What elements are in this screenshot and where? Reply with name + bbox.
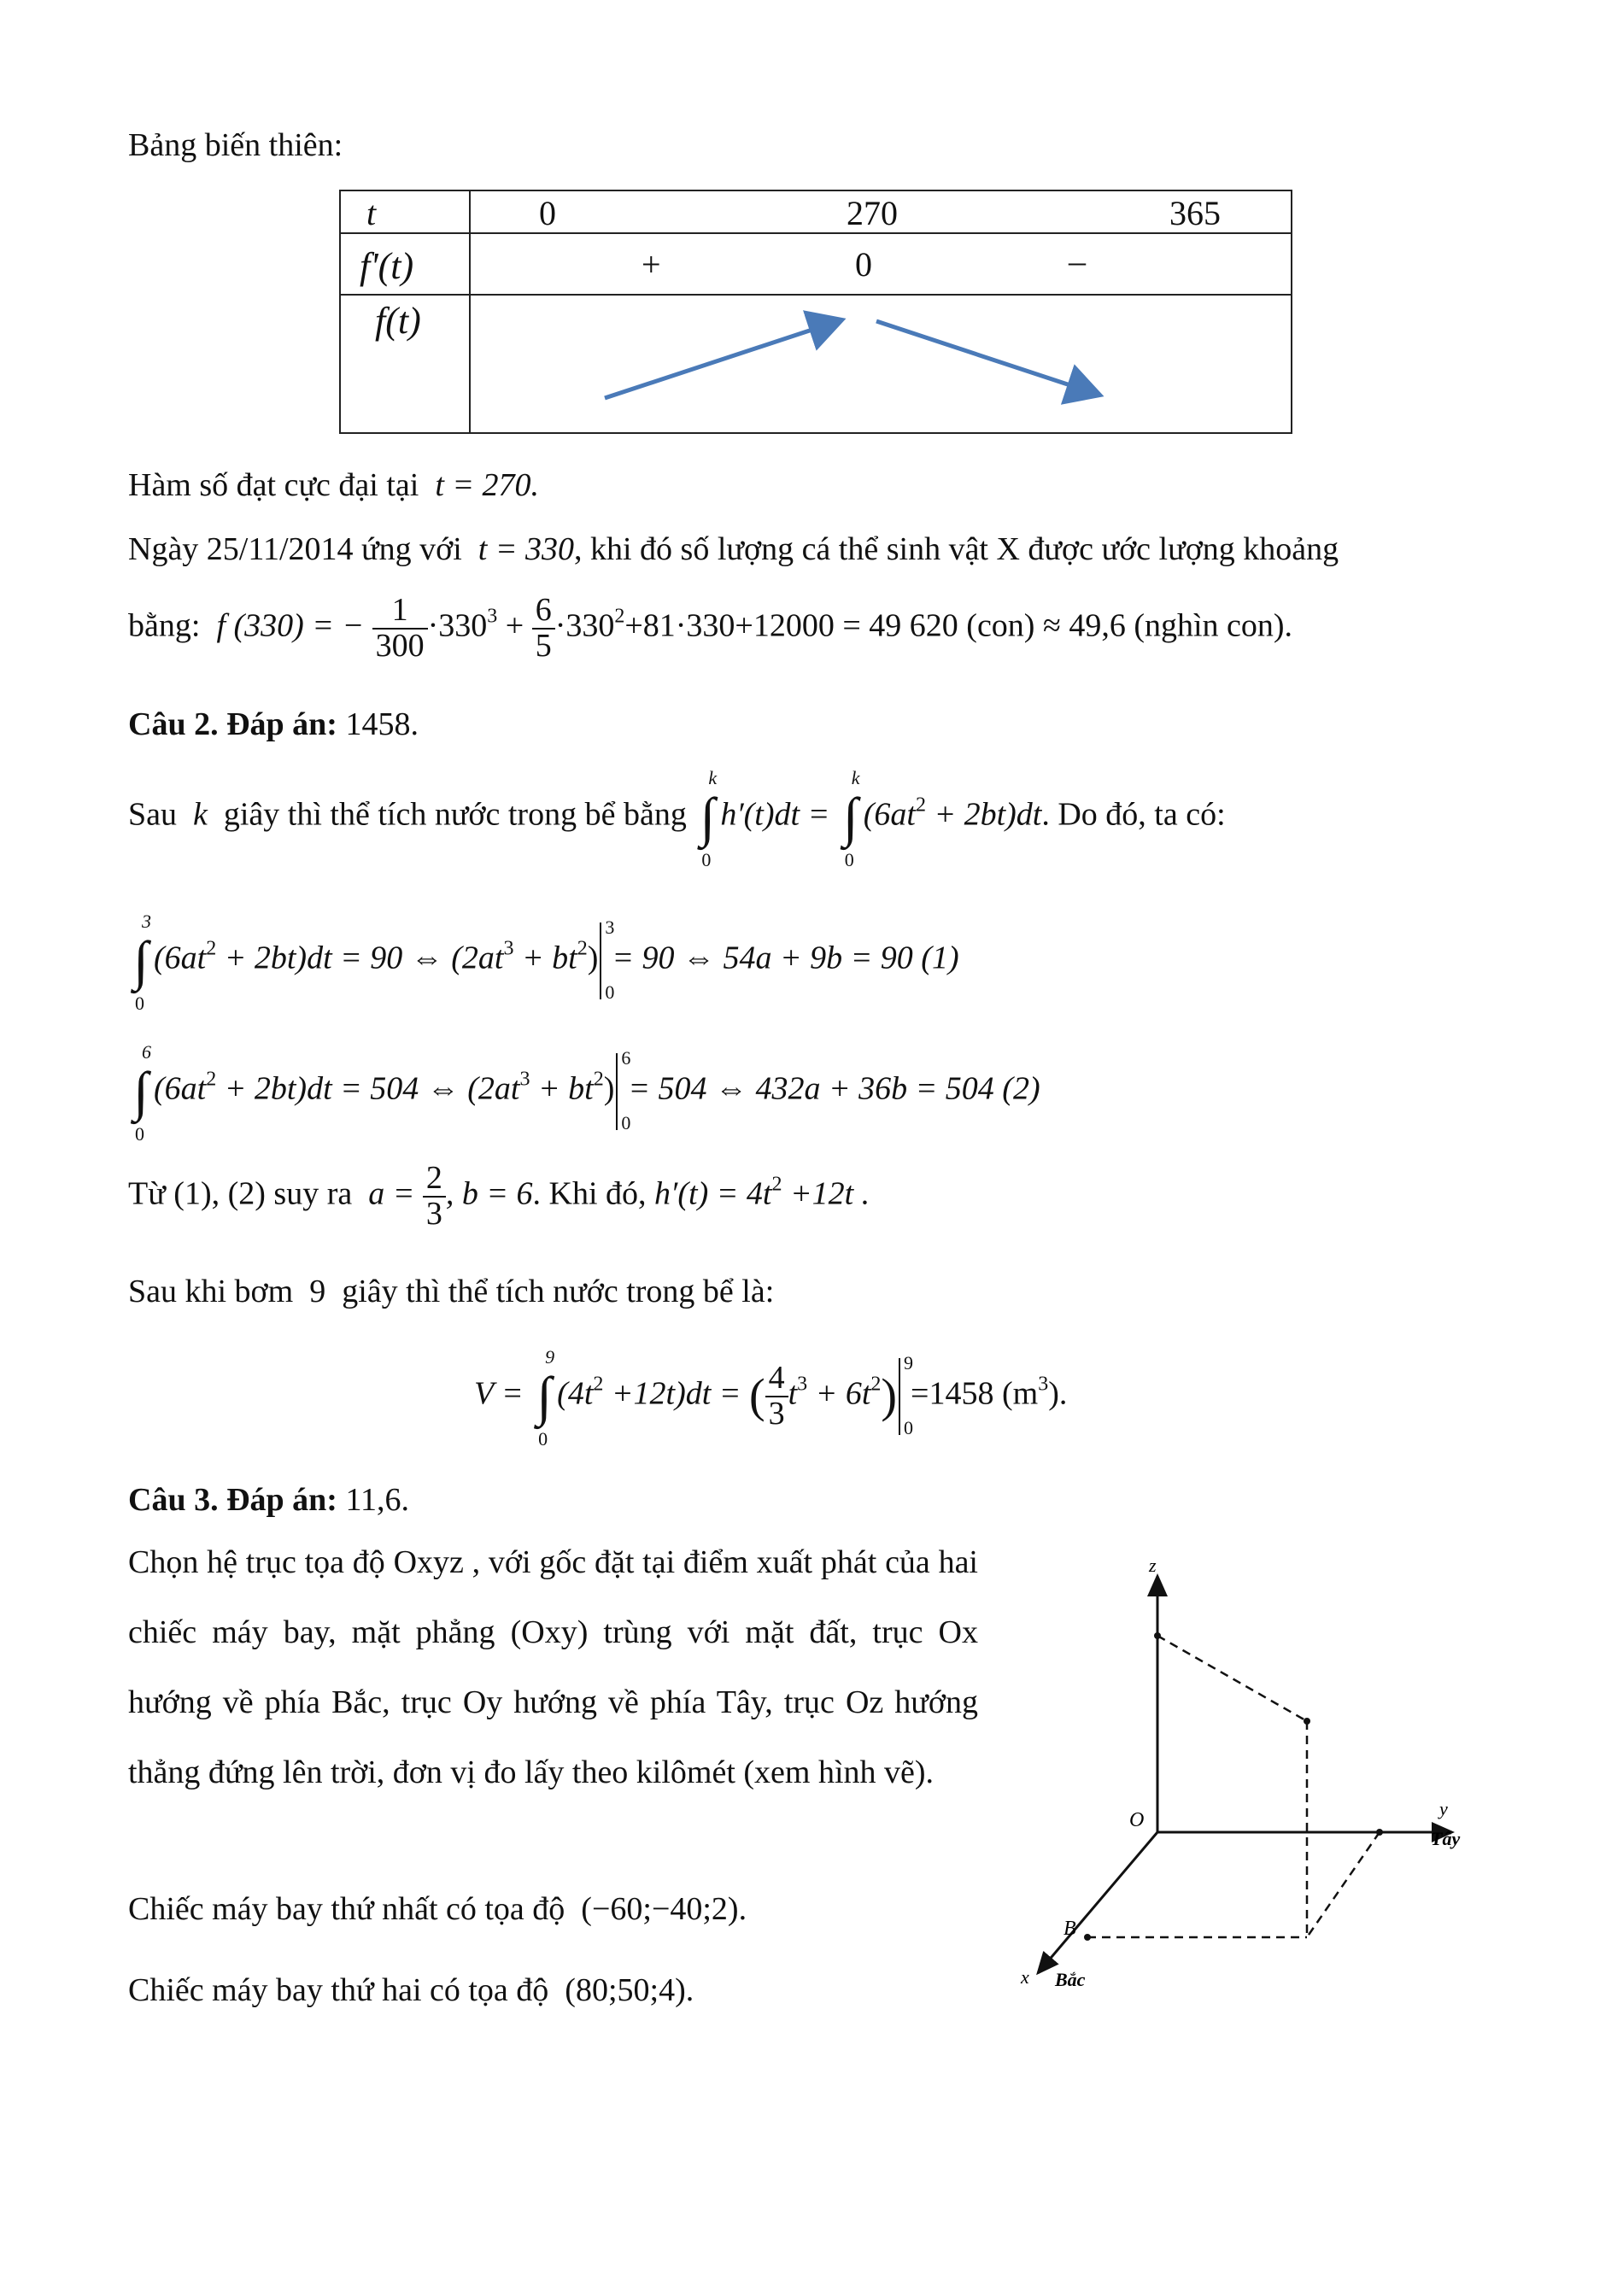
t-values-row <box>470 190 1292 233</box>
point-b <box>1084 1934 1091 1941</box>
t-value-365: 365 <box>1169 194 1221 232</box>
day-line: Ngày 25/11/2014 ứng với t = 330, khi đó số lượng cá thể sinh vật X được ước lượng khoảng <box>128 531 1339 567</box>
bbt-heading: Bảng biến thiên: <box>128 127 343 163</box>
variation-arrows <box>471 296 1291 432</box>
cau2-heading: Câu 2. Đáp án: 1458. <box>128 706 419 742</box>
sign-plus: + <box>642 245 661 284</box>
variation-table <box>339 190 1292 434</box>
t-value-270: 270 <box>847 194 898 232</box>
label-b: B <box>1063 1918 1076 1940</box>
label-tay: Tây <box>1431 1828 1461 1849</box>
dash-top <box>1157 1636 1307 1721</box>
volume-equation: V = 9 ∫ 0 $(4t^2 +12t)dt$ = ( $\frac{4}{3}$ $t^3 + 6t^2$) 9 0 =1458 $(m^3)$. <box>474 1346 1068 1450</box>
point-y <box>1376 1829 1383 1836</box>
estimate-equation: bằng: f (330) = − $\frac{1}{300}$ $\cdot 330^3$ + $\frac{6}{5}$ $\cdot 330^2+81\cdot 330+12000 = 49$ 620 (con) ≈ 49,6 (nghìn con). <box>128 592 1293 664</box>
row-label-f: f(t) <box>340 295 470 433</box>
point-z <box>1154 1632 1161 1639</box>
point-top <box>1304 1718 1310 1725</box>
coordinate-figure <box>1017 1555 1495 2016</box>
decreasing-arrow <box>876 321 1096 394</box>
label-z: z <box>1149 1555 1157 1576</box>
label-x: x <box>1021 1966 1029 1988</box>
label-o: O <box>1129 1809 1145 1831</box>
sign-minus: – <box>1069 242 1086 280</box>
equation-1: 3 ∫ 0 $(6at^2 + 2bt)dt = 90$ ⇔ $(2at^3 + bt^2)$ 3 0 = 90 ⇔ 54a + 9b = 90 (1) <box>133 911 959 1014</box>
plane-2-line: Chiếc máy bay thứ hai có tọa độ (80;50;4). <box>128 1972 694 2008</box>
cau3-paragraph: Chọn hệ trục tọa độ Oxyz , với gốc đặt tại điểm xuất phát của hai chiếc máy bay, mặt phẳng (Oxy) trùng với mặt đất, trục Ox hướng về phía Bắc, trục Oy hướng về phía Tây, trục Oz hướng thẳng đứng lên trời, đơn vị đo lấy theo kilômét (xem hình vẽ). <box>128 1544 978 1790</box>
label-y: y <box>1439 1798 1448 1819</box>
increasing-arrow <box>605 321 838 398</box>
row-label-t: t <box>340 190 470 233</box>
f-arrows-cell <box>470 295 1292 433</box>
label-bac: Bắc <box>1055 1969 1086 1990</box>
plane-1-line: Chiếc máy bay thứ nhất có tọa độ (−60;−40;2). <box>128 1891 747 1927</box>
sign-row <box>470 233 1292 295</box>
result-ab: Từ (1), (2) suy ra a = $\frac{2}{3}$ , b = 6. Khi đó, $h'(t) = 4t^2 +12t$ . <box>128 1160 870 1232</box>
equation-2: 6 ∫ 0 $(6at^2 + 2bt)dt = 504$ ⇔ $(2at^3 + bt^2)$ 6 0 = 504 ⇔ 432a + 36b = 504 (2) <box>133 1041 1040 1145</box>
extremum-line: Hàm số đạt cực đại tại t = 270. <box>128 467 540 503</box>
x-axis <box>1038 1832 1157 1973</box>
t-value-0: 0 <box>539 194 556 232</box>
cau2-volume-line: Sau k giây thì thể tích nước trong bể bằng k ∫ 0 h′(t)dt = k ∫ 0 $(6at^2 + 2bt)dt$. Do đó, ta có: <box>128 767 1226 870</box>
after-9-line: Sau khi bơm 9 giây thì thể tích nước trong bể là: <box>128 1274 775 1309</box>
dash-ground-y <box>1307 1832 1380 1937</box>
sign-zero: 0 <box>855 245 872 284</box>
row-label-fprime: f'(t) <box>340 233 470 295</box>
cau3-heading: Câu 3. Đáp án: 11,6. <box>128 1482 410 1518</box>
